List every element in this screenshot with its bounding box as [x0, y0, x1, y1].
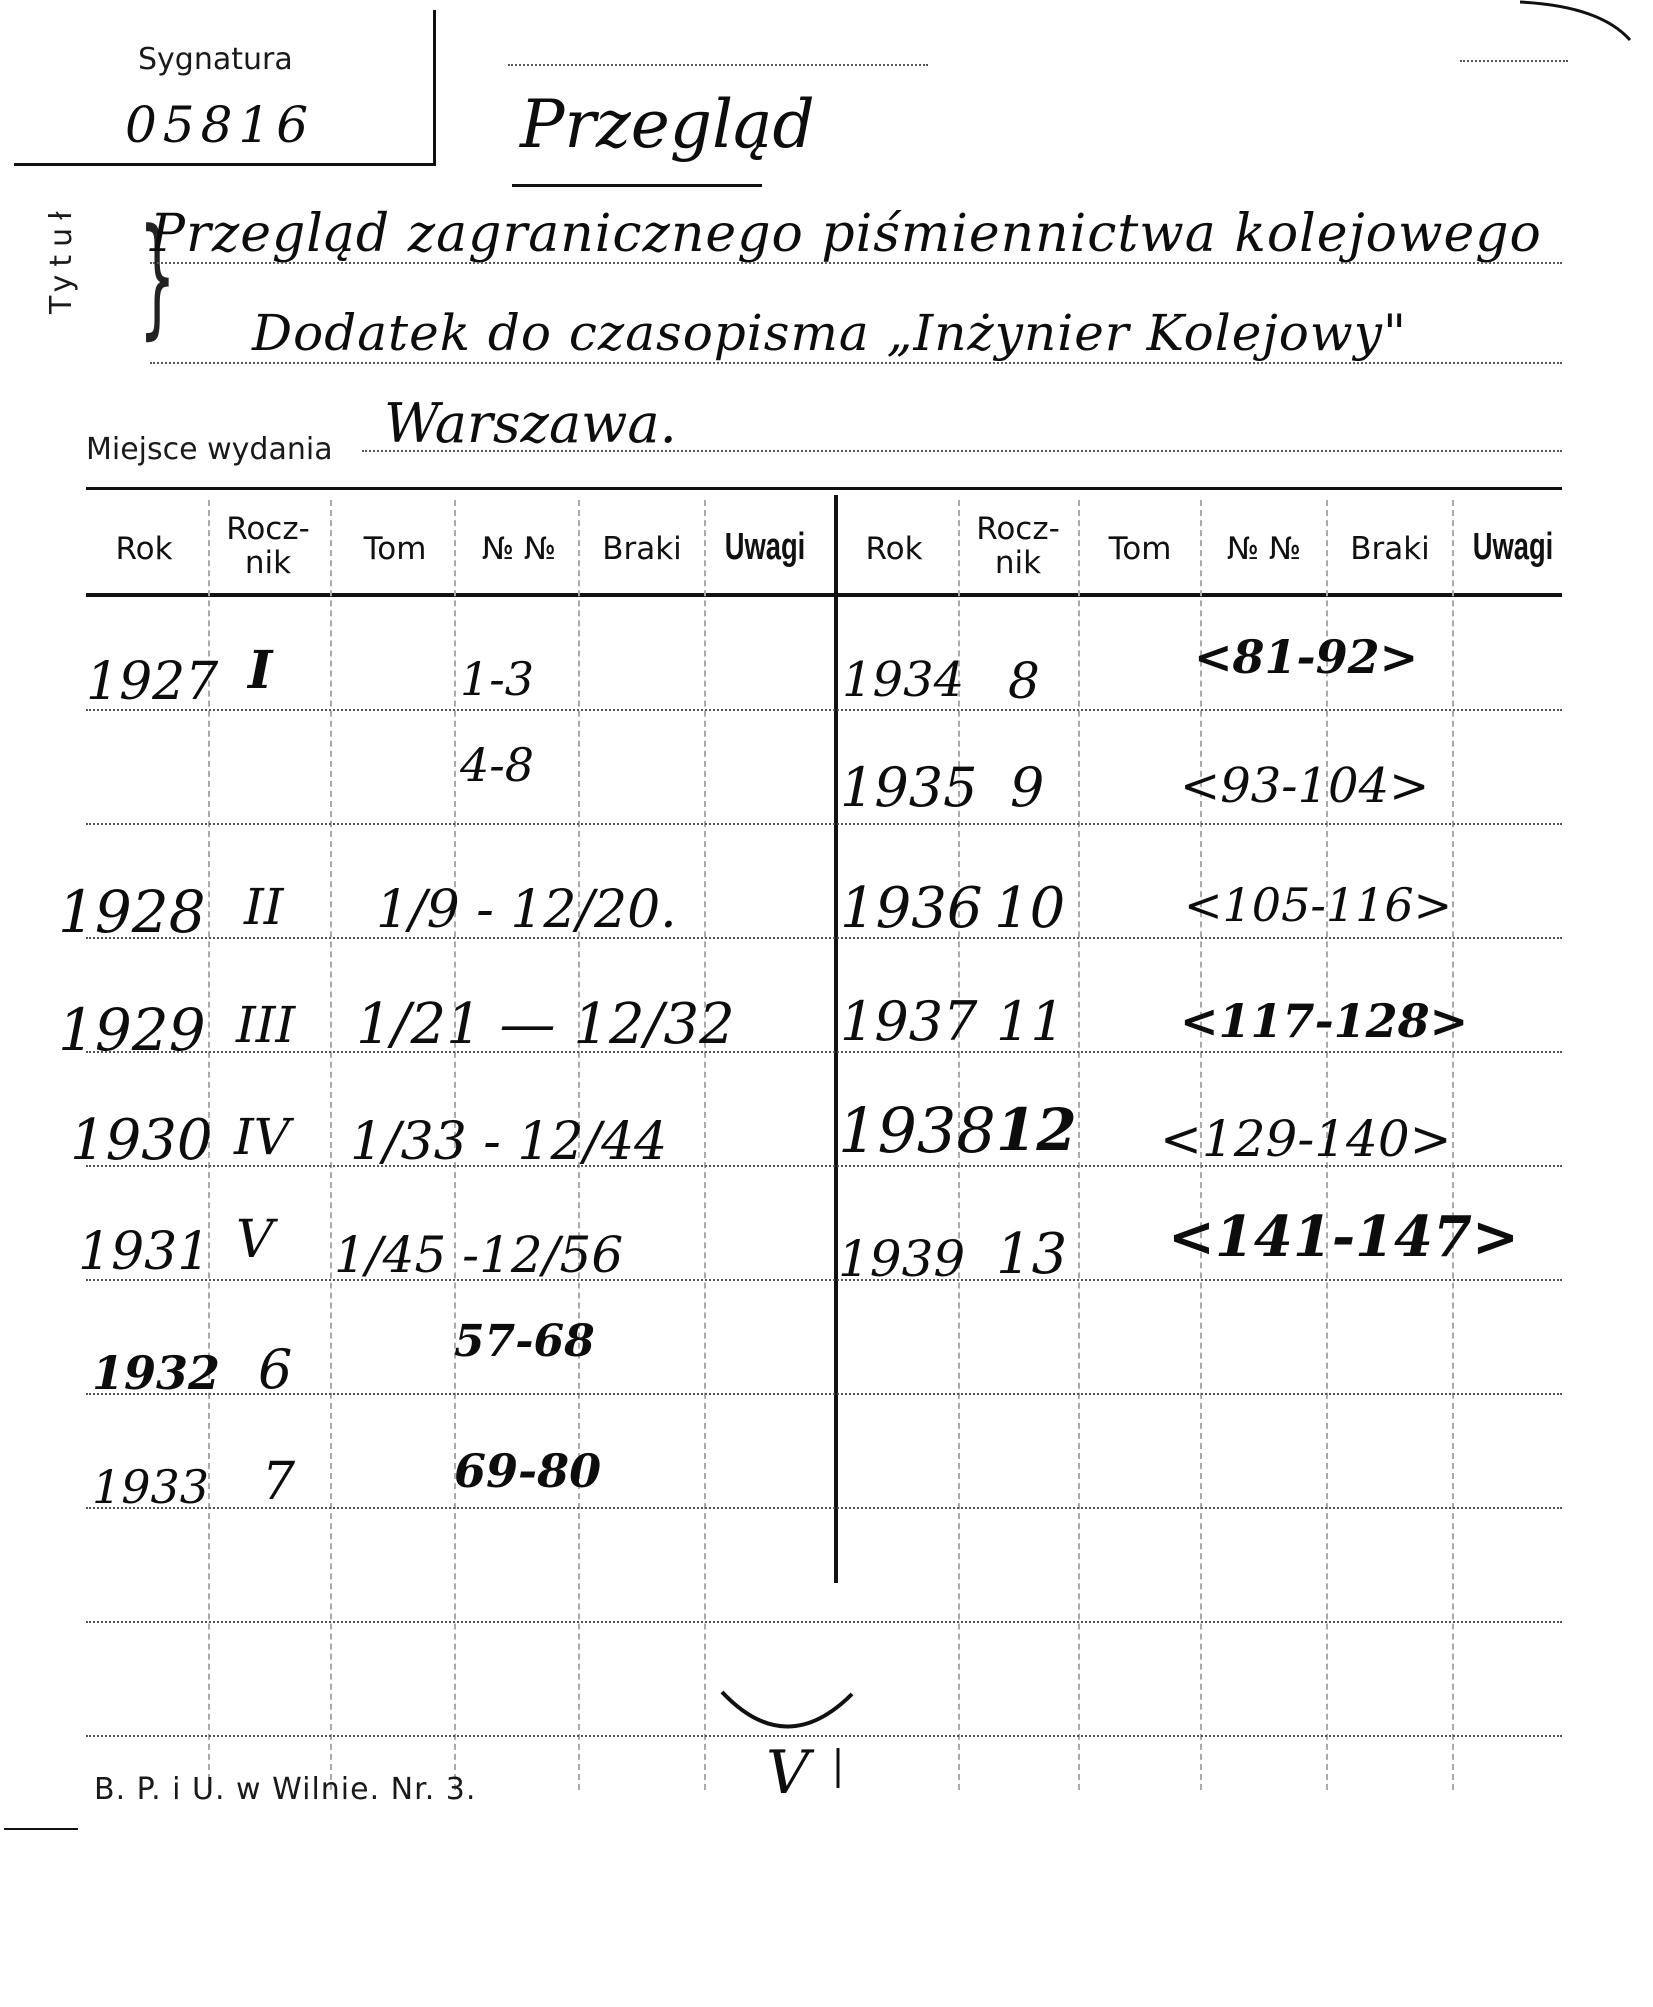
- table-row: [58, 996, 206, 1064]
- heading-underline: [512, 184, 762, 187]
- table-header-rule: [86, 593, 1562, 597]
- left-numery-1927b: 4-8: [460, 738, 535, 792]
- table-row: [838, 1230, 965, 1288]
- left-rocznik-1932: 6: [258, 1338, 293, 1401]
- right-rok-1934: 1934: [842, 652, 965, 708]
- bottom-left-edge-mark: [4, 1828, 78, 1830]
- header-uwagi-left: Uwagi: [724, 526, 806, 568]
- table-row: [1184, 878, 1452, 932]
- row-line-4: [86, 1051, 1562, 1053]
- right-rocznik-1937: 11: [996, 990, 1065, 1053]
- title-line-2: Dodatek do czasopisma „Inżynier Kolejowy": [252, 304, 1407, 362]
- table-center-divider: [834, 495, 838, 1583]
- right-rok-1939: 1939: [838, 1230, 966, 1288]
- table-row: [334, 1226, 623, 1284]
- left-rocznik-1930: IV: [234, 1108, 290, 1166]
- left-rok-1927: 1927: [86, 652, 219, 712]
- table-row: [244, 878, 284, 936]
- right-numery-1939: <141-147>: [1168, 1204, 1519, 1270]
- left-rocznik-1931: V: [236, 1210, 274, 1270]
- table-row: [838, 1094, 996, 1167]
- table-row: [996, 1222, 1067, 1287]
- right-numery-1934: <81-92>: [1194, 630, 1419, 684]
- left-numery-1932: 57-68: [454, 1316, 595, 1367]
- header-rok-right: Rok: [865, 531, 923, 567]
- table-row: [840, 876, 983, 941]
- table-row: [78, 1222, 210, 1282]
- table-row: [1008, 652, 1040, 710]
- place-value: Warszawa.: [384, 392, 677, 455]
- left-rok-1929: 1929: [58, 996, 206, 1064]
- table-row: [1160, 1110, 1452, 1168]
- table-row: [1180, 994, 1468, 1048]
- place-label: Miejsce wydania: [86, 432, 333, 467]
- right-rocznik-1939: 13: [996, 1222, 1068, 1287]
- table-row: [460, 652, 534, 706]
- table-row: [262, 1452, 295, 1512]
- left-rocznik-1928: II: [244, 878, 284, 936]
- left-rok-1933: 1933: [92, 1460, 210, 1514]
- table-row: [996, 990, 1065, 1053]
- left-rok-1931: 1931: [78, 1222, 211, 1282]
- row-line-1: [86, 709, 1562, 711]
- header-rocznik-right: Rocz- nik: [976, 511, 1060, 581]
- table-row: [58, 878, 206, 946]
- row-line-9: [86, 1621, 1562, 1623]
- table-row: [234, 1108, 290, 1166]
- right-rok-1935: 1935: [840, 756, 978, 819]
- heading-dotted-line-left: [508, 64, 928, 66]
- table-row: [1194, 630, 1418, 684]
- right-rocznik-1934: 8: [1008, 652, 1040, 710]
- right-numery-1938: <129-140>: [1160, 1110, 1452, 1168]
- table-row: [258, 1338, 292, 1401]
- table-row: [996, 1096, 1077, 1164]
- top-right-corner: [1520, 0, 1653, 110]
- row-line-7: [86, 1393, 1562, 1395]
- table-row: [460, 738, 534, 792]
- header-uwagi-right: Uwagi: [1472, 526, 1554, 568]
- left-numery-1928: 1/9 - 12/20.: [376, 880, 677, 940]
- table-row: [92, 1346, 220, 1400]
- header-tom-right: Tom: [1108, 531, 1172, 567]
- row-line-3: [86, 937, 1562, 939]
- right-rocznik-1936: 10: [994, 876, 1066, 941]
- left-rok-1930: 1930: [70, 1108, 213, 1173]
- row-line-2: [86, 823, 1562, 825]
- table-top-rule: [86, 487, 1562, 490]
- header-numery-right: № №: [1226, 531, 1302, 567]
- table-row: [356, 992, 735, 1057]
- col-sep-left-5: [704, 500, 706, 1790]
- row-line-6: [86, 1279, 1562, 1281]
- table-row: [236, 1210, 274, 1270]
- header-braki-right: Braki: [1350, 531, 1430, 567]
- table-row: [994, 876, 1065, 941]
- table-row: [92, 1460, 209, 1514]
- col-sep-left-2: [330, 500, 332, 1790]
- header-tom-left: Tom: [363, 531, 427, 567]
- left-numery-1930: 1/33 - 12/44: [350, 1112, 668, 1172]
- table-row: [842, 652, 964, 708]
- table-row: [350, 1112, 667, 1172]
- table-row: [236, 996, 295, 1054]
- table-row: [840, 756, 977, 819]
- title-line-1-dots: [150, 262, 1562, 264]
- right-numery-1935: <93-104>: [1180, 758, 1430, 814]
- table-row: [1168, 1204, 1519, 1270]
- left-rocznik-1933: 7: [262, 1452, 296, 1512]
- left-rocznik-1927: I: [248, 640, 273, 701]
- row-line-8: [86, 1507, 1562, 1509]
- left-numery-1933: 69-80: [454, 1444, 602, 1498]
- header-braki-left: Braki: [602, 531, 682, 567]
- left-numery-1927a: 1-3: [460, 652, 535, 706]
- heading-word: Przegląd: [520, 86, 815, 163]
- header-rocznik-left: Rocz- nik: [226, 511, 310, 581]
- footer-imprint: B. P. i U. w Wilnie. Nr. 3.: [94, 1772, 477, 1807]
- right-rok-1937: 1937: [840, 990, 978, 1053]
- right-rocznik-1938: 12: [996, 1096, 1077, 1164]
- sygnatura-label: Sygnatura: [138, 42, 293, 77]
- sygnatura-box-bottom-border: [14, 163, 436, 166]
- right-rok-1936: 1936: [840, 876, 983, 941]
- left-rok-1928: 1928: [58, 878, 206, 946]
- right-rocznik-1935: 9: [1010, 756, 1045, 819]
- title-line-2-dots: [150, 362, 1562, 364]
- tytul-brace: }: [138, 200, 176, 352]
- tytul-label: Tytuł: [44, 203, 79, 314]
- place-dotted-line: [362, 450, 1562, 452]
- right-rok-1938: 1938: [838, 1094, 996, 1167]
- left-numery-1931: 1/45 -12/56: [334, 1226, 624, 1284]
- table-row: [454, 1316, 595, 1367]
- sygnatura-value: 05816: [125, 96, 315, 154]
- table-row: [840, 990, 977, 1053]
- right-numery-1936: <105-116>: [1184, 878, 1453, 932]
- left-rok-1932: 1932: [92, 1346, 221, 1400]
- right-numery-1937: <117-128>: [1180, 994, 1469, 1048]
- table-row: [86, 652, 218, 712]
- table-row: [1010, 756, 1044, 819]
- table-row: [376, 880, 677, 940]
- table-row: [70, 1108, 213, 1173]
- left-numery-1929: 1/21 — 12/32: [356, 992, 735, 1057]
- table-row: [1180, 758, 1429, 814]
- left-rocznik-1929: III: [236, 996, 296, 1054]
- table-row: [454, 1444, 601, 1498]
- col-sep-right-2: [1078, 500, 1080, 1790]
- table-row: [248, 640, 272, 701]
- title-line-1: Przegląd zagranicznego piśmiennictwa kolejowego: [150, 204, 1542, 264]
- col-sep-right-5: [1452, 500, 1454, 1790]
- sygnatura-box-right-border: [433, 10, 436, 166]
- header-numery-left: № №: [481, 531, 557, 567]
- check-mark: V: [766, 1738, 810, 1808]
- header-rok-left: Rok: [115, 531, 173, 567]
